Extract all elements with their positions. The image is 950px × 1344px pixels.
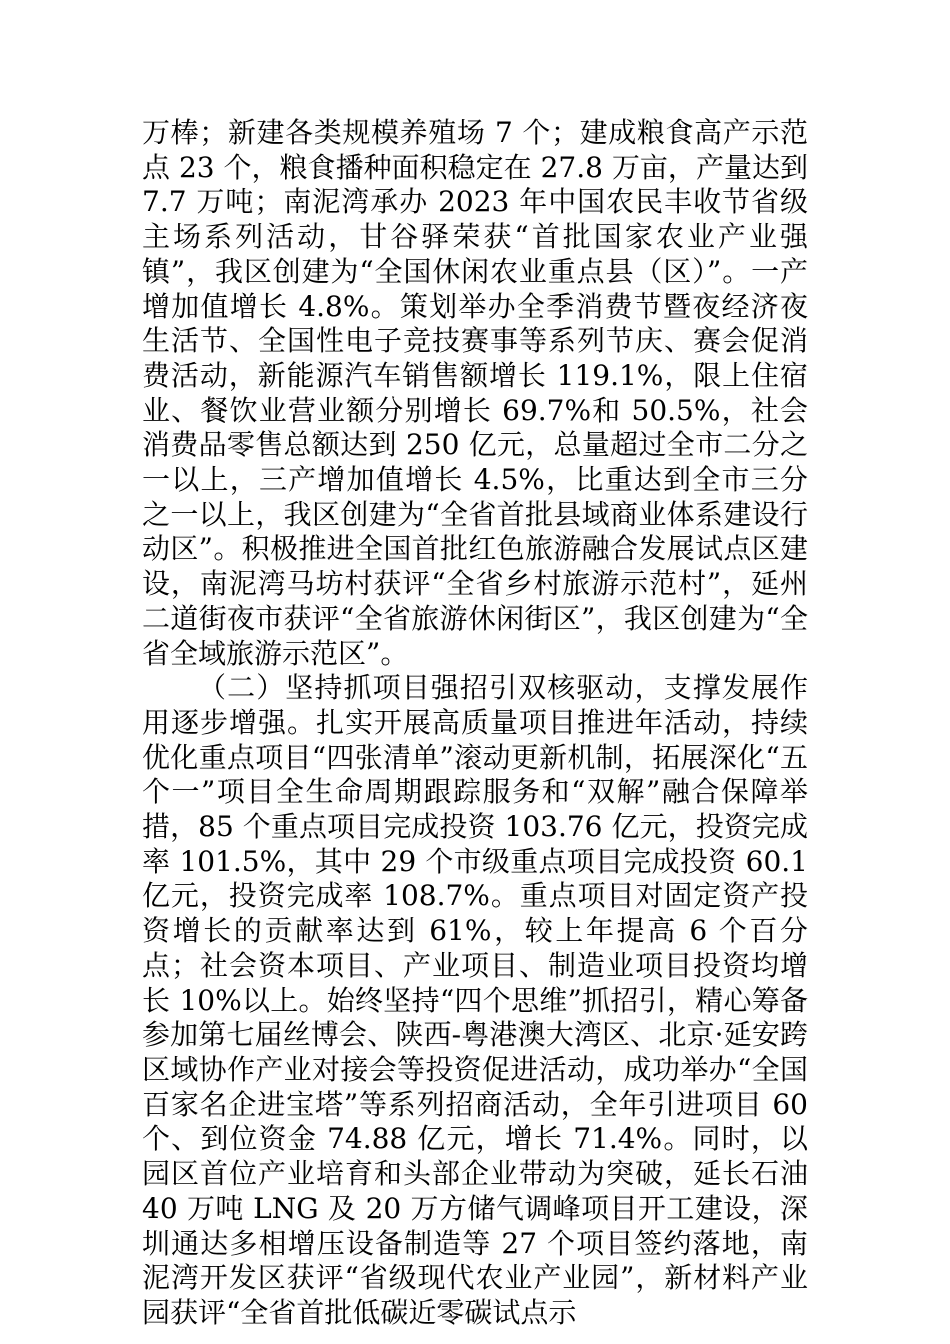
document-page xyxy=(142,116,808,1331)
paragraph-agriculture-consumption-tourism: 万棒；新建各类规模养殖场 7 个；建成粮食高产示范点 23 个，粮食播种面积稳定在 27.8 万亩，产量达到 7.7 万吨；南泥湾承办 2023 年中国农民丰收节省级主场系列活动，甘谷驿荣获“首批国家农业产业强镇”，我区创建为“全国休闲农业重点县（区）”。一产增加值增长 4.8%。策划举办全季消费节暨夜经济夜生活节、全国性电子竞技赛事等系列节庆、赛会促消费活动，新能源汽车销售额增长 119.1%，限上住宿业、餐饮业营业额分别增长 69.7%和 50.5%，社会消费品零售总额达到 250 亿元，总量超过全市二分之一以上，三产增加值增长 4.5%，比重达到全市三分之一以上，我区创建为“全省首批县域商业体系建设行动区”。积极推进全国首批红色旅游融合发展试点区建设，南泥湾马坊村获评“全省乡村旅游示范村”，延州二道街夜市获评“全省旅游休闲街区”，我区创建为“全省全域旅游示范区”。 xyxy=(142,116,808,670)
paragraph-projects-investment: （二）坚持抓项目强招引双核驱动，支撑发展作用逐步增强。扎实开展高质量项目推进年活动，持续优化重点项目“四张清单”滚动更新机制，拓展深化“五个一”项目全生命周期跟踪服务和“双解”融合保障举措，85 个重点项目完成投资 103.76 亿元，投资完成率 101.5%，其中 29 个市级重点项目完成投资 60.1 亿元，投资完成率 108.7%。重点项目对固定资产投资增长的贡献率达到 61%，较上年提高 6 个百分点；社会资本项目、产业项目、制造业项目投资均增长 10%以上。始终坚持“四个思维”抓招引，精心筹备参加第七届丝博会、陕西-粤港澳大湾区、北京·延安跨区域协作产业对接会等投资促进活动，成功举办“全国百家名企进宝塔”等系列招商活动，全年引进项目 60 个、到位资金 74.88 亿元，增长 71.4%。同时，以园区首位产业培育和头部企业带动为突破，延长石油 40 万吨 LNG 及 20 万方储气调峰项目开工建设，深圳通达多相增压设备制造等 27 个项目签约落地，南泥湾开发区获评“省级现代农业产业园”，新材料产业园获评“全省首批低碳近零碳试点示 xyxy=(142,671,808,1329)
